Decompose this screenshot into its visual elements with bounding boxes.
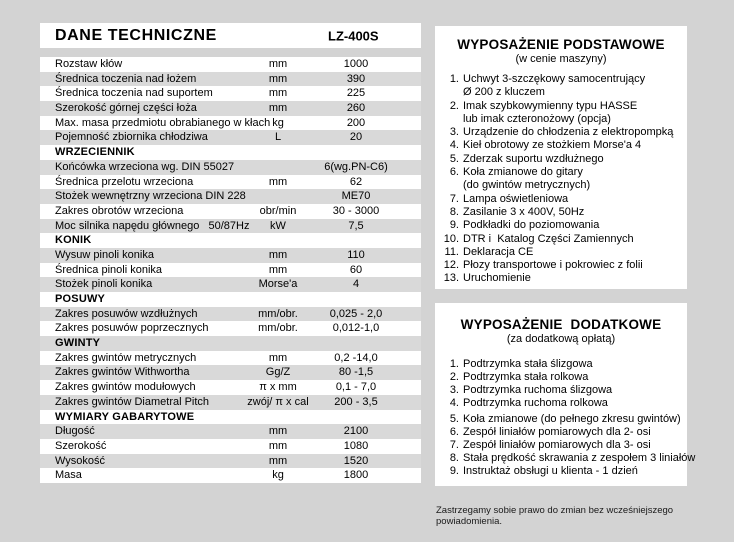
spec-name: Końcówka wrzeciona wg. DIN 55027: [55, 160, 235, 173]
spec-row: [40, 204, 421, 219]
spec-unit: mm/obr.: [258, 307, 298, 320]
equipment-item-text: Urządzenie do chłodzenia z elektropompką: [463, 126, 674, 139]
spec-row: [40, 189, 421, 204]
spec-unit: mm: [268, 87, 288, 100]
spec-row: [40, 439, 421, 454]
additional-equipment-subtitle: (za dodatkową opłatą): [506, 333, 616, 345]
spec-unit: L: [274, 131, 282, 144]
equipment-item-text: Uchwyt 3-szczękowy samocentrujący Ø 200 z kluczem: [463, 73, 646, 99]
equipment-item-number: 7.: [449, 439, 459, 451]
equipment-item: [435, 153, 687, 166]
spec-name: Zakres gwintów modułowych: [55, 381, 196, 394]
spec-name: KONIK: [55, 234, 92, 247]
spec-section-row: [40, 410, 421, 425]
spec-unit: Gg/Z: [265, 366, 291, 379]
equipment-item-number: 8.: [449, 205, 459, 218]
equipment-item: [435, 465, 687, 478]
spec-name: Zakres posuwów poprzecznych: [55, 322, 209, 335]
spec-name: Moc silnika napędu głównego 50/87Hz: [55, 219, 250, 232]
page-title: DANE TECHNICZNE: [55, 26, 217, 44]
additional-equipment-list: [435, 358, 696, 478]
equipment-item-text: Instruktaż obsługi u klienta - 1 dzień: [463, 465, 638, 477]
equipment-item: [435, 166, 687, 193]
equipment-item-number: 6.: [449, 426, 459, 438]
spec-name: Stożek wewnętrzny wrzeciona DIN 228: [55, 190, 246, 203]
spec-name: Zakres posuwów wzdłużnych: [55, 307, 198, 320]
spec-row: [40, 101, 421, 116]
equipment-item-number: 12.: [443, 259, 459, 272]
spec-row: [40, 321, 421, 336]
spec-value: 390: [346, 72, 366, 85]
equipment-item-text: Płozy transportowe i pokrowiec z folii: [463, 259, 643, 272]
basic-equipment-title: WYPOSAŻENIE PODSTAWOWE: [457, 37, 665, 52]
equipment-item-number: 10.: [443, 232, 459, 245]
equipment-item-text: Podtrzymka stała rolkowa: [463, 371, 589, 383]
equipment-item: [435, 371, 687, 384]
equipment-item-number: 4.: [449, 139, 459, 152]
spec-value: 200 - 3,5: [334, 395, 378, 408]
spec-row: [40, 365, 421, 380]
spec-value: 2100: [343, 425, 369, 438]
equipment-item: [435, 259, 687, 272]
spec-table: [40, 57, 421, 483]
equipment-item-number: 5.: [449, 152, 459, 165]
spec-name: Masa: [55, 469, 82, 482]
spec-name: Stożek pinoli konika: [55, 278, 153, 291]
equipment-item-text: DTR i Katalog Części Zamiennych: [463, 232, 634, 245]
spec-name: Pojemność zbiornika chłodziwa: [55, 131, 208, 144]
equipment-item-text: Kieł obrotowy ze stożkiem Morse'a 4: [463, 139, 642, 152]
spec-name: Szerokość górnej części łoża: [55, 102, 197, 115]
equipment-item-number: 3.: [449, 384, 459, 396]
spec-section-row: [40, 233, 421, 248]
spec-unit: kg: [272, 116, 284, 129]
spec-value: 30 - 3000: [332, 204, 380, 217]
spec-value: 110: [347, 248, 365, 261]
spec-value: 80 -1,5: [338, 366, 374, 379]
spec-name: Zakres gwintów Withwortha: [55, 366, 190, 379]
equipment-item-number: 1.: [449, 73, 459, 85]
equipment-item: [435, 384, 687, 397]
spec-value: 1800: [343, 469, 369, 482]
equipment-item: [435, 139, 687, 152]
spec-name: Długość: [55, 425, 95, 438]
equipment-item: [435, 397, 687, 410]
spec-row: [40, 380, 421, 395]
spec-unit: mm: [268, 425, 288, 438]
equipment-item-text: Zderzak suportu wzdłużnego: [463, 152, 604, 165]
spec-row: [40, 277, 421, 292]
spec-value: 260: [346, 102, 366, 115]
additional-equipment-title: WYPOSAŻENIE DODATKOWE: [460, 317, 662, 332]
additional-equipment-panel: [435, 303, 696, 486]
spec-unit: mm: [268, 454, 288, 467]
equipment-item-text: Podtrzymka stała ślizgowa: [463, 358, 593, 370]
spec-row: [40, 351, 421, 366]
spec-name: Rozstaw kłów: [55, 58, 123, 70]
spec-name: Szerokość: [55, 439, 107, 452]
model-number: LZ-400S: [328, 28, 379, 43]
spec-value: 225: [346, 87, 366, 100]
spec-name: Średnica przelotu wrzeciona: [55, 175, 194, 188]
equipment-item-number: 2.: [449, 371, 459, 383]
spec-name: Zakres gwintów metrycznych: [55, 351, 197, 364]
spec-value: 0,012-1,0: [332, 322, 380, 335]
spec-unit: mm: [268, 102, 288, 115]
equipment-item: [435, 413, 687, 426]
spec-value: 4: [352, 278, 360, 291]
spec-unit: mm: [268, 72, 288, 85]
equipment-item: [435, 126, 687, 139]
basic-equipment-list: [435, 73, 687, 286]
spec-name: WRZECIENNIK: [55, 146, 135, 159]
equipment-item-text: Uruchomienie: [463, 272, 531, 285]
equipment-item-text: Zasilanie 3 x 400V, 50Hz: [463, 205, 585, 218]
equipment-item-number: 9.: [449, 219, 459, 232]
spec-row: [40, 219, 421, 234]
spec-name: WYMIARY GABARYTOWE: [55, 410, 195, 423]
equipment-item-number: 7.: [449, 192, 459, 205]
spec-value: 20: [349, 131, 363, 144]
spec-name: Zakres obrotów wrzeciona: [55, 204, 184, 217]
equipment-item-text: Zespół liniałów pomiarowych dla 2- osi: [463, 426, 651, 438]
equipment-item-text: Lampa oświetleniowa: [463, 192, 569, 205]
spec-value: ME70: [341, 190, 371, 203]
equipment-item-text: Stała prędkość skrawania z zespołem 3 liniałów: [463, 452, 696, 464]
spec-value: 1080: [343, 439, 369, 452]
spec-row: [40, 263, 421, 278]
spec-name: POSUWY: [55, 293, 106, 305]
spec-row: [40, 424, 421, 439]
technical-data-header: [40, 23, 421, 48]
equipment-item-text: Zespół liniałów pomiarowych dla 3- osi: [463, 439, 651, 451]
spec-name: Średnica toczenia nad łożem: [55, 72, 197, 85]
equipment-item-number: 8.: [449, 452, 459, 464]
spec-unit: mm: [268, 439, 288, 452]
spec-name: Średnica toczenia nad suportem: [55, 87, 213, 100]
equipment-item: [435, 100, 687, 127]
equipment-item: [435, 452, 696, 465]
spec-unit: mm: [268, 58, 288, 70]
spec-value: 1000: [343, 58, 369, 70]
spec-row: [40, 175, 421, 190]
spec-row: [40, 395, 421, 410]
equipment-item-text: Podtrzymka ruchoma ślizgowa: [463, 384, 613, 396]
equipment-item: [435, 206, 687, 219]
equipment-item-number: 3.: [449, 126, 459, 139]
spec-unit: kW: [270, 219, 286, 232]
equipment-item-number: 6.: [449, 166, 459, 179]
equipment-item-number: 4.: [449, 397, 459, 409]
spec-section-row: [40, 292, 421, 307]
spec-name: Max. masa przedmiotu obrabianego w kłach: [55, 116, 271, 129]
spec-value: 1520: [343, 454, 369, 467]
spec-value: 0,2 -14,0: [334, 351, 378, 364]
spec-unit: kg: [272, 469, 284, 482]
spec-value: 0,025 - 2,0: [329, 307, 383, 320]
equipment-item: [435, 73, 687, 100]
spec-unit: mm: [268, 175, 288, 188]
spec-row: [40, 116, 421, 131]
spec-unit: mm: [268, 248, 288, 261]
equipment-item-text: Podkładki do poziomowania: [463, 219, 600, 232]
equipment-item-text: Deklaracja CE: [463, 245, 534, 258]
equipment-item-text: Koła zmianowe (do pełnego zkresu gwintów): [463, 413, 681, 425]
spec-row: [40, 86, 421, 101]
equipment-item-number: 11.: [444, 245, 459, 258]
equipment-item-number: 9.: [449, 465, 459, 477]
equipment-item-number: 2.: [449, 99, 459, 112]
equipment-item-number: 13.: [443, 272, 459, 285]
spec-unit: mm: [268, 263, 288, 276]
equipment-item-text: Podtrzymka ruchoma rolkowa: [463, 397, 608, 409]
equipment-item: [435, 439, 687, 452]
spec-row: [40, 454, 421, 469]
spec-row: [40, 248, 421, 263]
spec-value: 62: [349, 175, 363, 188]
equipment-item: [435, 233, 687, 246]
equipment-item: [435, 358, 687, 371]
equipment-item-text: Koła zmianowe do gitary (do gwintów metrycznych): [463, 166, 591, 192]
spec-row: [40, 72, 421, 87]
equipment-item-number: 1.: [449, 358, 459, 370]
spec-unit: π x mm: [259, 381, 297, 394]
spec-value: 0,1 - 7,0: [335, 381, 377, 394]
spec-value: 6(wg.PN-C6): [324, 160, 388, 173]
spec-value: 7,5: [348, 219, 364, 232]
spec-section-row: [40, 336, 421, 351]
equipment-item: [435, 272, 687, 285]
equipment-item: [435, 219, 687, 232]
technical-data-panel: [40, 23, 421, 483]
spec-value: 60: [349, 263, 363, 276]
spec-unit: obr/min: [259, 204, 297, 217]
spec-name: Zakres gwintów Diametral Pitch: [55, 395, 210, 408]
spec-name: Wysokość: [55, 454, 106, 467]
equipment-item-text: Imak szybkowymienny typu HASSE lub imak czteronożowy (opcja): [463, 99, 638, 125]
spec-unit: Morse'a: [258, 278, 298, 291]
spec-unit: mm/obr.: [258, 322, 298, 335]
equipment-item: [435, 246, 687, 259]
basic-equipment-panel: [435, 26, 687, 289]
equipment-item: [435, 193, 687, 206]
spec-row: [40, 307, 421, 322]
spec-section-row: [40, 145, 421, 160]
spec-row: [40, 468, 421, 483]
equipment-item-number: 5.: [449, 413, 459, 425]
basic-equipment-subtitle: (w cenie maszyny): [515, 53, 607, 65]
equipment-item: [435, 426, 687, 439]
disclaimer-text: Zastrzegamy sobie prawo do zmian bez wcześniejszego powiadomienia.: [436, 505, 674, 527]
spec-row: [40, 57, 421, 72]
spec-name: Średnica pinoli konika: [55, 263, 163, 276]
spec-unit: mm: [268, 351, 288, 364]
spec-name: Wysuw pinoli konika: [55, 248, 154, 261]
spec-name: GWINTY: [55, 337, 101, 350]
spec-unit: zwój/ π x cal: [247, 395, 309, 408]
spec-row: [40, 130, 421, 145]
spec-row: [40, 160, 421, 175]
spec-value: 200: [346, 116, 366, 129]
